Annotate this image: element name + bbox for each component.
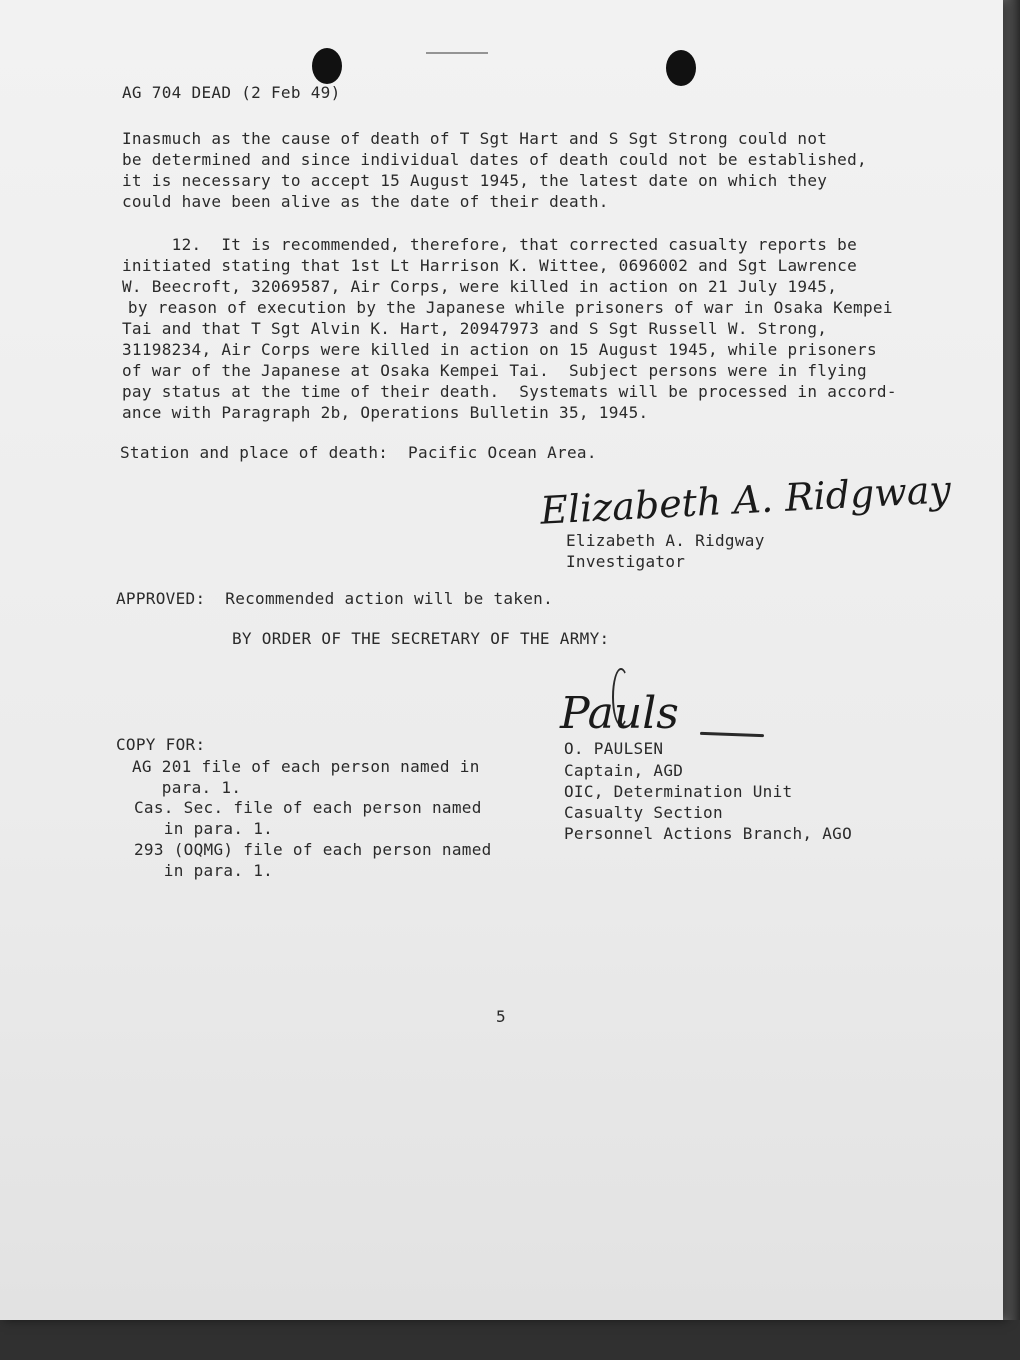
punch-hole-right — [666, 50, 696, 86]
station-place-line: Station and place of death: Pacific Ocean Area. — [120, 443, 597, 462]
copy-for-line: para. 1. — [132, 778, 242, 797]
copy-for-heading: COPY FOR: — [116, 735, 206, 754]
top-margin-mark — [426, 52, 488, 60]
officer-signature: Pauls — [560, 688, 679, 739]
investigator-name: Elizabeth A. Ridgway — [566, 531, 765, 550]
page-edge-shadow — [1003, 0, 1020, 1360]
para12-line: 12. It is recommended, therefore, that corrected casualty reports be — [122, 235, 858, 254]
officer-rank: Captain, AGD — [564, 761, 684, 780]
investigator-title: Investigator — [566, 552, 686, 571]
investigator-signature: Elizabeth A. Ridgway — [539, 467, 952, 533]
para12-line: pay status at the time of their death. Systemats will be processed in accord- — [122, 382, 897, 401]
para12-line: ance with Paragraph 2b, Operations Bulletin 35, 1945. — [122, 403, 649, 422]
copy-for-line: AG 201 file of each person named in — [132, 757, 480, 776]
copy-for-line: in para. 1. — [134, 819, 274, 838]
body-line: it is necessary to accept 15 August 1945, the latest date on which they — [122, 171, 828, 190]
body-line: be determined and since individual dates of death could not be established, — [122, 150, 867, 169]
para12-line: initiated stating that 1st Lt Harrison K. Wittee, 0696002 and Sgt Lawrence — [122, 256, 858, 275]
copy-for-line: Cas. Sec. file of each person named — [134, 798, 482, 817]
order-line: BY ORDER OF THE SECRETARY OF THE ARMY: — [232, 629, 610, 648]
file-reference: AG 704 DEAD (2 Feb 49) — [122, 83, 341, 102]
para12-line: W. Beecroft, 32069587, Air Corps, were killed in action on 21 July 1945, — [122, 277, 838, 296]
officer-branch: Personnel Actions Branch, AGO — [564, 824, 853, 843]
para12-line: Tai and that T Sgt Alvin K. Hart, 20947973 and S Sgt Russell W. Strong, — [122, 319, 828, 338]
signature-underline — [700, 732, 764, 737]
officer-unit: OIC, Determination Unit — [564, 782, 793, 801]
body-line: could have been alive as the date of their death. — [122, 192, 609, 211]
officer-section: Casualty Section — [564, 803, 723, 822]
desk-surface — [0, 1320, 1020, 1360]
para12-line: of war of the Japanese at Osaka Kempei Tai. Subject persons were in flying — [122, 361, 867, 380]
page-number: 5 — [496, 1007, 506, 1026]
officer-name: O. PAULSEN — [564, 739, 664, 758]
copy-for-line: in para. 1. — [134, 861, 274, 880]
copy-for-line: 293 (OQMG) file of each person named — [134, 840, 492, 859]
body-line: Inasmuch as the cause of death of T Sgt Hart and S Sgt Strong could not — [122, 129, 828, 148]
punch-hole-left — [312, 48, 342, 84]
approved-line: APPROVED: Recommended action will be taken. — [116, 589, 554, 608]
para12-line: 31198234, Air Corps were killed in action on 15 August 1945, while prisoners — [122, 340, 877, 359]
para12-line: by reason of execution by the Japanese while prisoners of war in Osaka Kempei — [118, 298, 893, 317]
